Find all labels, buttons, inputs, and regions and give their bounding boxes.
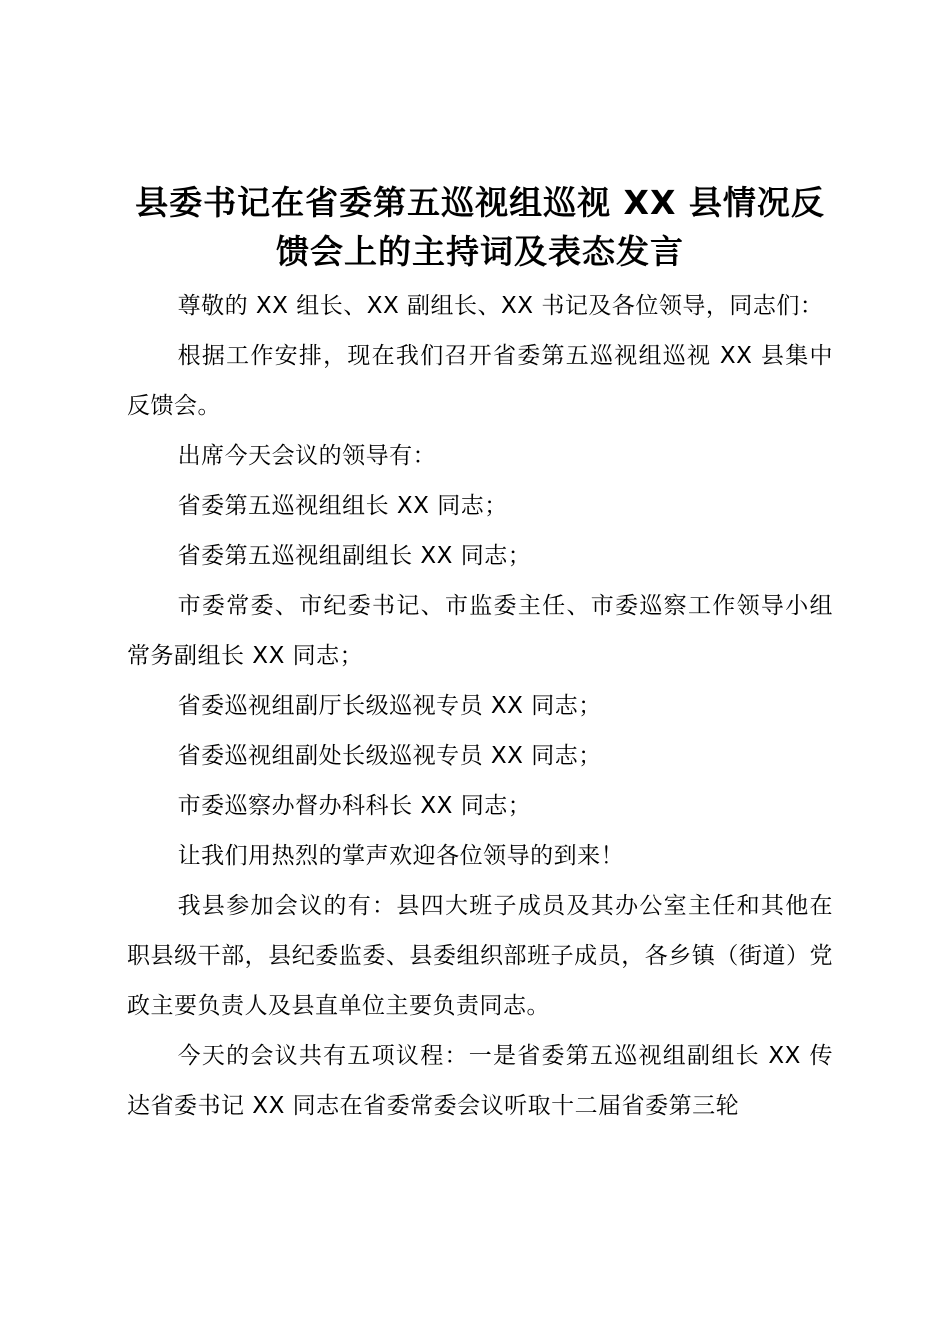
paragraph-attendees-intro: 出席今天会议的领导有：: [177, 443, 437, 469]
paragraph-welcome: 让我们用热烈的掌声欢迎各位领导的到来！: [177, 843, 625, 869]
document-body: [127, 281, 833, 1131]
paragraph-attendee: 省委巡视组副处长级巡视专员 XX 同志；: [177, 743, 602, 769]
document-title: 县委书记在省委第五巡视组巡视 XX 县情况反馈会上的主持词及表态发言: [135, 183, 825, 271]
paragraph-attendee: 市委常委、市纪委书记、市监委主任、市委巡察工作领导小组常务副组长 XX 同志；: [127, 593, 833, 669]
paragraph-attendee: 省委第五巡视组组长 XX 同志；: [177, 493, 508, 519]
paragraph-agenda: 今天的会议共有五项议程：一是省委第五巡视组副组长 XX 传达省委书记 XX 同志在省委常委会议听取十二届省委第三轮: [127, 1043, 833, 1119]
paragraph-attendee: 市委巡察办督办科科长 XX 同志；: [177, 793, 532, 819]
paragraph-participants: 我县参加会议的有：县四大班子成员及其办公室主任和其他在职县级干部，县纪委监委、县委组织部班子成员，各乡镇（街道）党政主要负责人及县直单位主要负责同志。: [127, 893, 833, 1019]
paragraph-salutation: 尊敬的 XX 组长、XX 副组长、XX 书记及各位领导，同志们：: [177, 293, 824, 319]
paragraph-attendee: 省委第五巡视组副组长 XX 同志；: [177, 543, 532, 569]
paragraph-attendee: 省委巡视组副厅长级巡视专员 XX 同志；: [177, 693, 602, 719]
paragraph-opening: 根据工作安排，现在我们召开省委第五巡视组巡视 XX 县集中反馈会。: [127, 343, 833, 419]
document-page: [127, 0, 833, 1344]
